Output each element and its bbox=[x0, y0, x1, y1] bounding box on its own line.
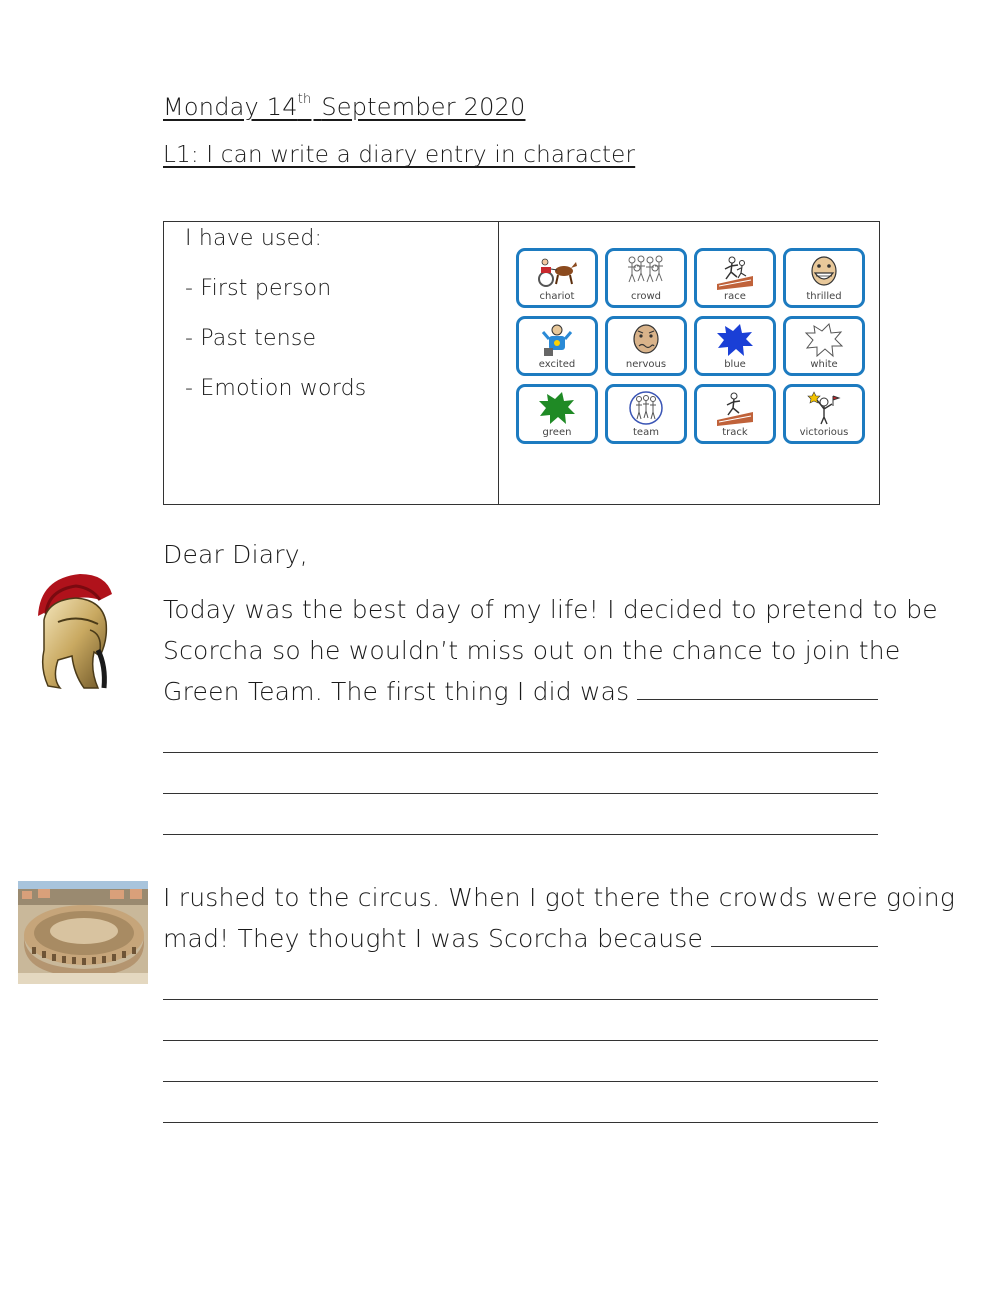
paragraph-line bbox=[163, 877, 956, 918]
symbol-label: excited bbox=[538, 359, 576, 370]
writing-line[interactable] bbox=[163, 959, 878, 1000]
symbol-label: crowd bbox=[630, 291, 662, 302]
symbol-card-crowd bbox=[605, 248, 687, 308]
checklist-heading: I have used: bbox=[185, 226, 323, 251]
date-day: Monday 14 bbox=[163, 93, 298, 121]
date-heading bbox=[163, 92, 525, 121]
checklist-cell bbox=[164, 222, 499, 504]
checklist-item-past-tense: - Past tense bbox=[185, 326, 317, 351]
answer-blank[interactable] bbox=[711, 919, 878, 947]
paragraph-text: Green Team. The first thing I did was bbox=[163, 677, 630, 706]
team-icon bbox=[624, 390, 668, 426]
symbol-label: track bbox=[722, 427, 748, 438]
symbol-card-race bbox=[694, 248, 776, 308]
track-icon bbox=[713, 390, 757, 426]
symbol-label: chariot bbox=[539, 291, 575, 302]
excited-person-icon bbox=[535, 322, 579, 358]
paragraph-line bbox=[163, 589, 938, 630]
symbol-card-excited bbox=[516, 316, 598, 376]
symbol-card-thrilled bbox=[783, 248, 865, 308]
symbol-label: blue bbox=[724, 359, 746, 370]
learning-objective: L1: I can write a diary entry in character bbox=[163, 142, 636, 168]
roman-helmet-icon bbox=[28, 570, 116, 692]
writing-line[interactable] bbox=[163, 712, 878, 753]
writing-line[interactable] bbox=[163, 1000, 878, 1041]
symbol-card-victorious bbox=[783, 384, 865, 444]
symbol-label: race bbox=[724, 291, 746, 302]
symbol-card-white bbox=[783, 316, 865, 376]
writing-line[interactable] bbox=[163, 1082, 878, 1123]
date-ordinal: th bbox=[297, 92, 312, 107]
date-month-year: September 2020 bbox=[321, 93, 526, 121]
paragraph-text: mad! They thought I was Scorcha because bbox=[163, 924, 704, 953]
symbol-label: thrilled bbox=[806, 291, 842, 302]
word-bank-grid bbox=[516, 248, 865, 444]
victorious-icon bbox=[802, 390, 846, 426]
paragraph-text: Scorcha so he wouldn’t miss out on the chance to join the bbox=[163, 636, 901, 665]
diary-paragraph-2 bbox=[163, 877, 956, 1123]
symbol-label: victorious bbox=[799, 427, 849, 438]
thrilled-face-icon bbox=[802, 254, 846, 290]
symbol-card-chariot bbox=[516, 248, 598, 308]
answer-blank[interactable] bbox=[637, 672, 878, 700]
symbol-card-track bbox=[694, 384, 776, 444]
writing-line[interactable] bbox=[163, 753, 878, 794]
paragraph-line bbox=[163, 671, 878, 712]
word-bank-cell bbox=[499, 222, 879, 504]
symbol-label: team bbox=[633, 427, 659, 438]
nervous-face-icon bbox=[624, 322, 668, 358]
symbol-label: white bbox=[810, 359, 838, 370]
symbol-card-green bbox=[516, 384, 598, 444]
writing-line[interactable] bbox=[163, 1041, 878, 1082]
paragraph-line bbox=[163, 630, 901, 671]
symbol-label: green bbox=[542, 427, 572, 438]
crowd-icon bbox=[624, 254, 668, 290]
symbol-card-team bbox=[605, 384, 687, 444]
green-splash-icon bbox=[535, 390, 579, 426]
colosseum-icon bbox=[18, 881, 148, 984]
chariot-icon bbox=[535, 254, 579, 290]
race-icon bbox=[713, 254, 757, 290]
checklist-table bbox=[163, 221, 880, 505]
symbol-label: nervous bbox=[625, 359, 667, 370]
diary-paragraph-1 bbox=[163, 589, 938, 835]
diary-greeting: Dear Diary, bbox=[163, 540, 308, 569]
symbol-card-blue bbox=[694, 316, 776, 376]
white-splash-icon bbox=[802, 322, 846, 358]
paragraph-line bbox=[163, 918, 878, 959]
symbol-card-nervous bbox=[605, 316, 687, 376]
paragraph-text: Today was the best day of my life! I decided to pretend to be bbox=[163, 595, 938, 624]
blue-splash-icon bbox=[713, 322, 757, 358]
writing-line[interactable] bbox=[163, 794, 878, 835]
paragraph-text: I rushed to the circus. When I got there the crowds were going bbox=[163, 883, 956, 912]
checklist-item-first-person: - First person bbox=[185, 276, 332, 301]
checklist-item-emotion-words: - Emotion words bbox=[185, 376, 367, 401]
